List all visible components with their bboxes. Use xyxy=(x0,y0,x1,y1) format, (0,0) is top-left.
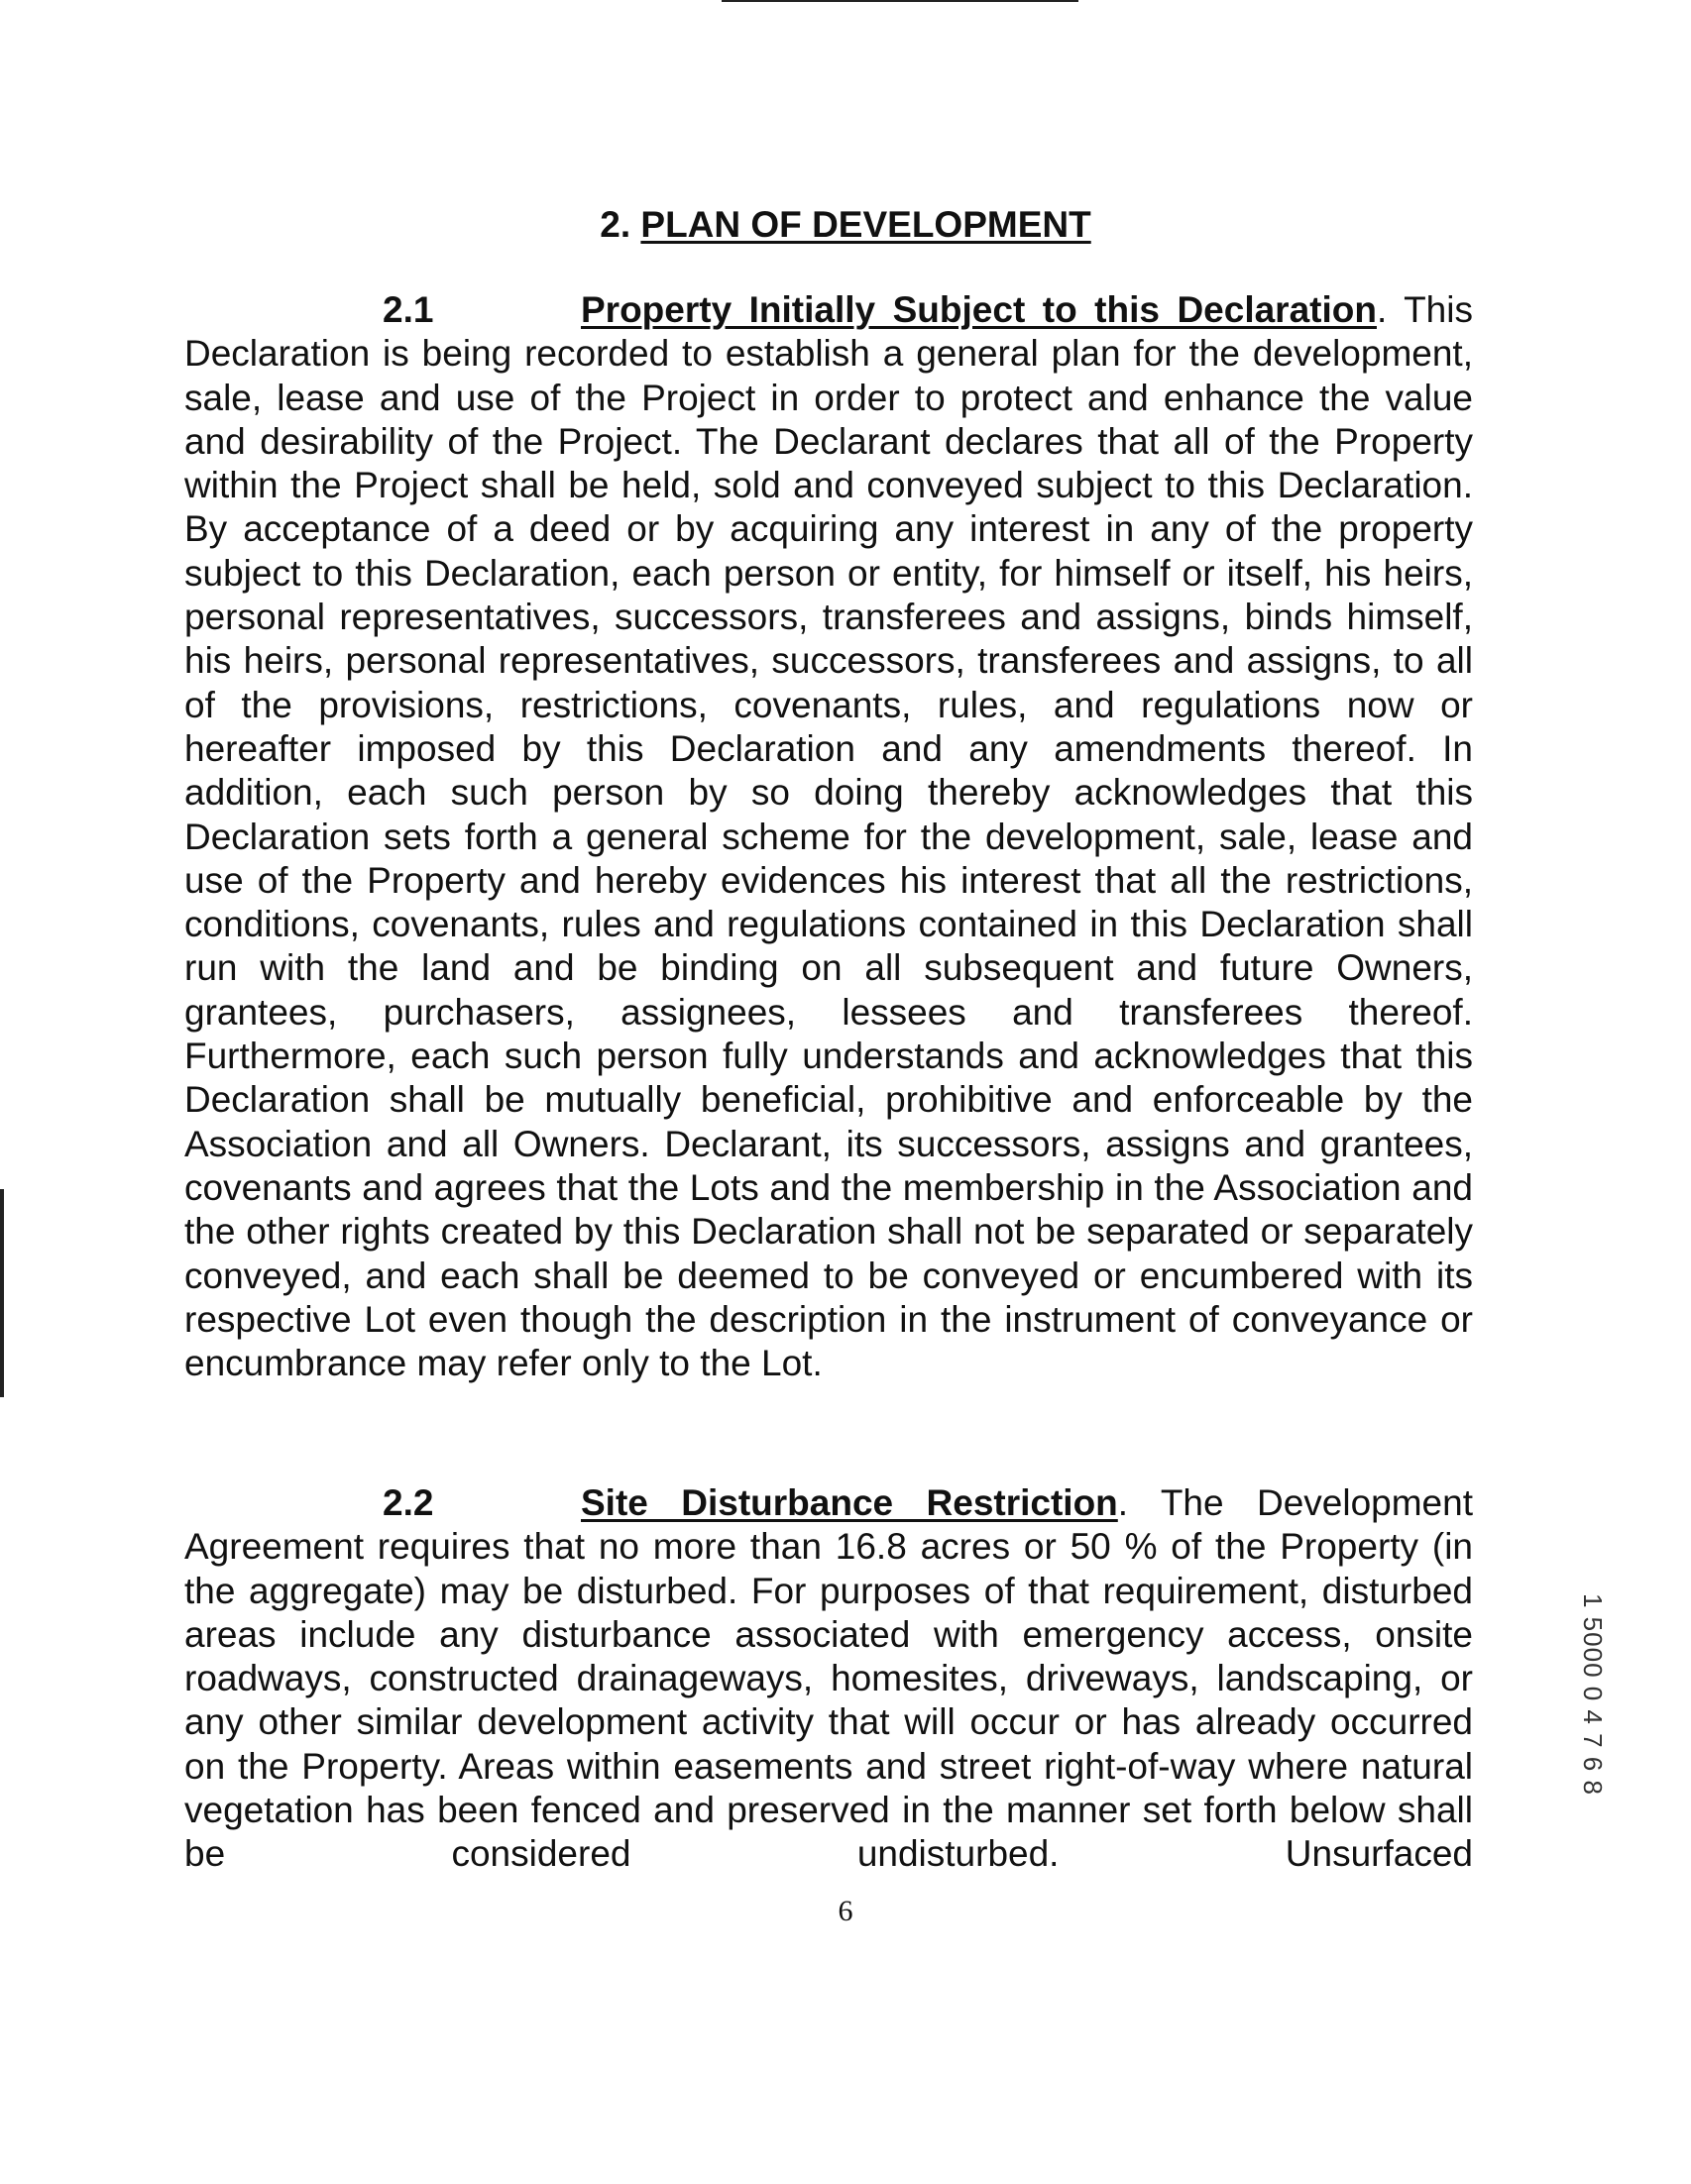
subsection-number: 2.1 xyxy=(383,289,434,330)
subsection-title-punct: . xyxy=(1117,1482,1129,1523)
subsection-title-punct: . xyxy=(1376,289,1388,330)
section-heading-title: PLAN OF DEVELOPMENT xyxy=(640,204,1091,245)
subsection-title: Property Initially Subject to this Declaration xyxy=(581,289,1377,330)
paragraph-2-2 xyxy=(184,1481,1473,1877)
paragraph-2-1 xyxy=(184,288,1473,1385)
page-number: 6 xyxy=(838,1895,853,1927)
top-scan-rule xyxy=(722,0,1078,2)
recording-stamp: 1 5000 0 4 7 6 8 xyxy=(1578,1593,1608,1796)
section-heading-number: 2. xyxy=(600,204,631,245)
left-scan-mark xyxy=(0,1189,4,1397)
subsection-body: The Development Agreement requires that no more than 16.8 acres or 50 % of the Property (in the aggregate) may be disturbed. For purposes of that requirement, disturbed areas include any disturbance associated with emergency access, onsite roadways, constructed drainageways, homesites, driveways, landscaping, or any other similar development activity that will occur or has already occurred on the Property. Areas within easements and street right-of-way where natural vegetation has been fenced and preserved in the manner set forth below shall be considered undisturbed. Unsurfaced xyxy=(184,1482,1473,1875)
subsection-title: Site Disturbance Restriction xyxy=(581,1482,1118,1523)
section-heading xyxy=(0,200,1691,250)
subsection-number: 2.2 xyxy=(383,1482,434,1523)
subsection-body: This Declaration is being recorded to establish a general plan for the development, sale, lease and use of the Project in order to protect and enhance the value and desirability of the Project. The Declarant declares that all of the Property within the Project shall be held, sold and conveyed subject to this Declaration. By acceptance of a deed or by acquiring any interest in any of the property subject to this Declaration, each person or entity, for himself or itself, his heirs, personal representatives, successors, transferees and assigns, binds himself, his heirs, personal representatives, successors, transferees and assigns, to all of the provisions, restrictions, covenants, rules, and regulations now or hereafter imposed by this Declaration and any amendments thereof. In addition, each such person by so doing thereby acknowledges that this Declaration sets forth a general scheme for the development, sale, lease and use of the Property and hereby evidences his interest that all the restrictions, conditions, covenants, rules and regulations contained in this Declaration shall run with the land and be binding on all subsequent and future Owners, grantees, purchasers, assignees, lessees and transferees thereof. Furthermore, each such person fully understands and acknowledges that this Declaration shall be mutually beneficial, prohibitive and enforceable by the Association and all Owners. Declarant, its successors, assigns and grantees, covenants and agrees that the Lots and the membership in the Association and the other rights created by this Declaration shall not be separated or separately conveyed, and each shall be deemed to be conveyed or encumbered with its respective Lot even though the description in the instrument of conveyance or encumbrance may refer only to the Lot. xyxy=(184,289,1473,1384)
